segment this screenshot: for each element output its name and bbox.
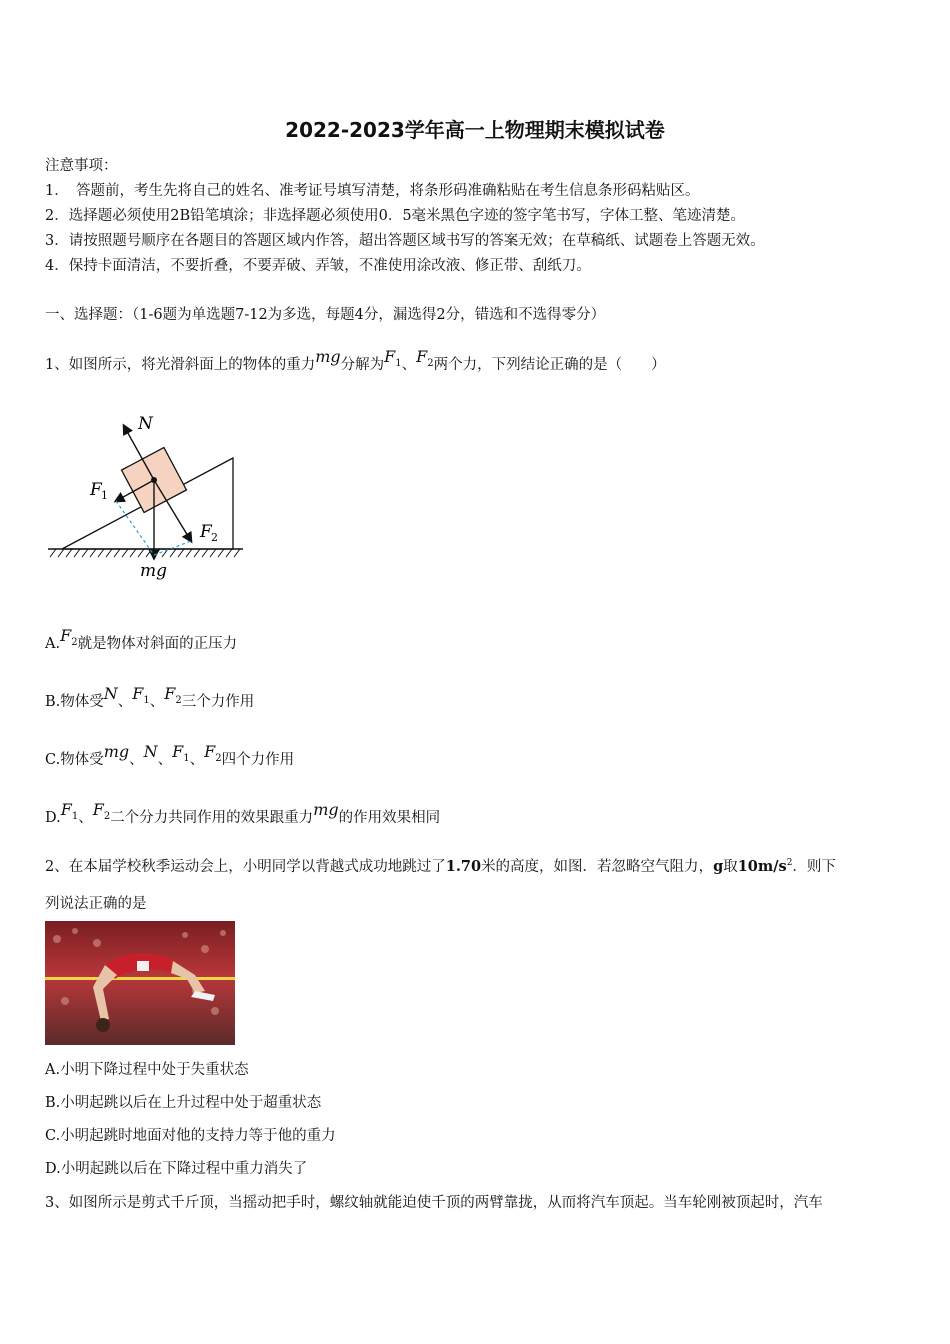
q1-stem-part: 1、如图所示，将光滑斜面上的物体的重力 — [45, 357, 316, 373]
label-f2: F — [200, 522, 212, 542]
symbol-f1: $F_1$ — [132, 684, 150, 707]
q1-stem-part: 分解为 — [340, 357, 385, 373]
symbol-n: N — [103, 684, 118, 703]
q2-option-a: A.小明下降过程中处于失重状态 — [45, 1062, 249, 1078]
label-mg: mg — [140, 561, 168, 581]
symbol-mg: mg — [315, 347, 341, 366]
notice-item-3: 3．请按照题号顺序在各题目的答题区域内作答，超出答题区域书写的答案无效；在草稿纸、试题卷上答题无效。 — [45, 233, 765, 249]
q2-option-d: D.小明起跳以后在下降过程中重力消失了 — [45, 1161, 308, 1177]
page-title: 2022-2023学年高一上物理期末模拟试卷 — [285, 118, 665, 142]
symbol-f2: $F_2$ — [416, 347, 434, 370]
q2-stem-line2: 列说法正确的是 — [45, 896, 147, 912]
label-n: N — [138, 414, 153, 434]
incline-force-diagram — [40, 405, 255, 585]
q1-option-c: C.物体受mg、N、$F_1$、$F_2$四个力作用 — [45, 742, 295, 768]
notice-item-2: 2．选择题必须使用2B铅笔填涂；非选择题必须使用0．5毫米黑色字迹的签字笔书写，字体工整、笔迹清楚。 — [45, 208, 746, 224]
symbol-f2: $F_2$ — [60, 626, 78, 649]
q1-stem-part: 两个力，下列结论正确的是（ ） — [433, 357, 666, 373]
high-jump-photo — [45, 921, 235, 1045]
symbol-f1: $F_1$ — [60, 800, 79, 823]
symbol-f2: $F_2$ — [92, 800, 111, 823]
label-f1-sub: 1 — [101, 489, 108, 502]
symbol-f2: $F_2$ — [204, 742, 222, 765]
q1-option-a: $A.F_2$就是物体对斜面的正压力 — [45, 626, 238, 652]
label-f2-sub: 2 — [211, 531, 218, 544]
q1-stem-part: 、 — [401, 357, 417, 373]
symbol-mg: mg — [313, 800, 339, 819]
q2-option-c: C.小明起跳时地面对他的支持力等于他的重力 — [45, 1128, 336, 1144]
q2-stem-line1: 2、在本届学校秋季运动会上，小明同学以背越式成功地跳过了1.70米的高度，如图．若忽略空气阻力，g取$10m/s^2$．则下 — [45, 858, 836, 875]
q1-option-b: B.物体受N、$F_1$、$F_2$三个力作用 — [45, 684, 255, 710]
q1-option-d: $D.F_1$、$F_2$二个分力共同作用的效果跟重力mg的作用效果相同 — [45, 800, 441, 826]
q1-stem — [45, 347, 666, 376]
symbol-f1: $F_1$ — [384, 347, 402, 370]
q3-stem: 3、如图所示是剪式千斤顶，当摇动把手时，螺纹轴就能迫使千顶的两臂靠拢，从而将汽车顶起。当车轮刚被顶起时，汽车 — [45, 1195, 823, 1211]
q2-option-b: B.小明起跳以后在上升过程中处于超重状态 — [45, 1095, 322, 1111]
section-heading: 一、选择题：（1-6题为单选题7-12为多选，每题4分，漏选得2分，错选和不选得零分） — [45, 307, 606, 323]
notice-heading: 注意事项： — [45, 158, 118, 174]
symbol-f1: $F_1$ — [172, 742, 190, 765]
ground-hatching — [48, 549, 243, 557]
symbol-f2: $F_2$ — [164, 684, 182, 707]
symbol-mg: mg — [103, 742, 130, 761]
notice-item-1: 1． 答题前，考生先将自己的姓名、准考证号填写清楚，将条形码准确粘贴在考生信息条形码粘贴区。 — [45, 183, 700, 199]
label-f1: F — [90, 480, 102, 500]
notice-item-4: 4．保持卡面清洁，不要折叠，不要弄破、弄皱，不准使用涂改液、修正带、刮纸刀。 — [45, 258, 591, 274]
symbol-n: N — [143, 742, 158, 761]
